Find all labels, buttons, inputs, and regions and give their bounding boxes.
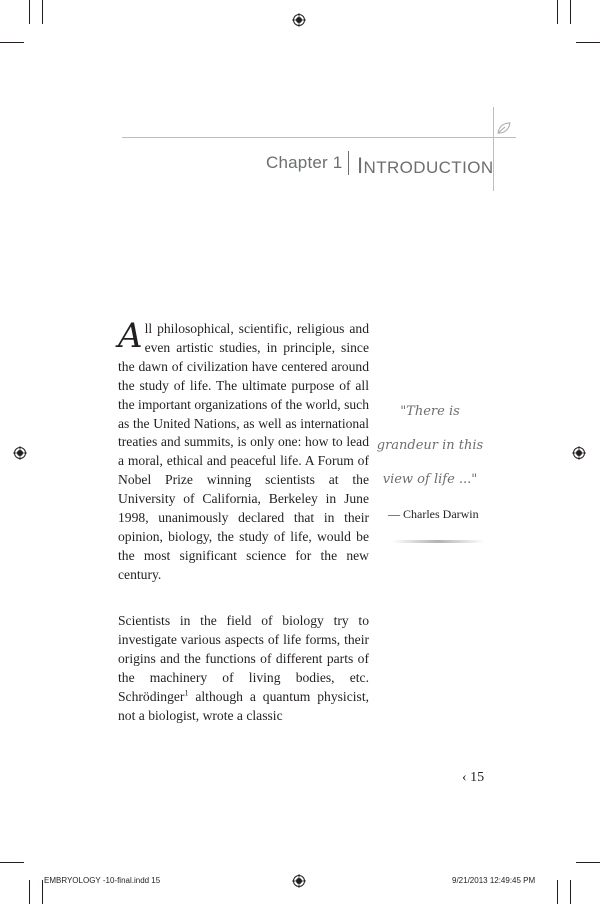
paragraph-2 — [118, 612, 369, 725]
page-number: ‹ 15 — [462, 770, 485, 785]
file-slug: EMBRYOLOGY -10-final.indd 15 — [44, 876, 161, 885]
paragraph-1-text: ll philosophical, scientific, religious and even artistic studies, in principle, since the dawn of civilization have centered around the study of life. The ultimate purpose of all the important organizations of the world, such as the United Nations, as well as international treaties and summits, is only one: how to lead a moral, ethical and peaceful life. A Forum of Nobel Prize winning scientists at the University of California, Berkeley in June 1998, unanimously declared that in their opinion, biology, the study of life, would be the most significant science for the new century. — [118, 321, 369, 582]
chapter-title-rest: NTRODUCTION — [363, 158, 494, 177]
chapter-separator — [348, 151, 349, 175]
chapter-title — [357, 153, 494, 179]
crop-mark — [42, 0, 43, 24]
registration-mark-icon — [292, 874, 306, 888]
timestamp-slug: 9/21/2013 12:49:45 PM — [452, 876, 536, 885]
quote-rule — [392, 540, 484, 543]
crop-mark — [570, 880, 571, 904]
leaf-icon — [496, 121, 512, 135]
crop-mark — [0, 42, 24, 43]
quote-line-3: view of life ..." — [382, 472, 478, 487]
crop-mark — [576, 862, 600, 863]
registration-mark-icon — [13, 446, 27, 460]
registration-mark-icon — [572, 446, 586, 460]
chapter-label: Chapter 1 — [266, 153, 343, 172]
crop-mark — [29, 880, 30, 904]
footnote-ref[interactable]: 1 — [184, 688, 189, 698]
crop-mark — [576, 42, 600, 43]
quote-author: — Charles Darwin — [388, 507, 479, 521]
drop-cap: A — [118, 316, 143, 356]
quote-line-1: "There is — [400, 404, 460, 419]
registration-mark-icon — [292, 13, 306, 27]
paragraph-1 — [118, 316, 369, 585]
crop-mark — [557, 880, 558, 904]
paragraph-2-text: Scientists in the field of biology try to investigate various aspects of life forms, their origins and the functions of different parts of the machinery of living bodies, etc. Schrödinger — [118, 613, 369, 704]
crop-mark — [557, 0, 558, 24]
chapter-title-initial: I — [357, 153, 364, 178]
crop-mark — [42, 880, 43, 904]
paragraph-2-text-cont: although a quantum physicist, not a biologist, wrote a classic — [118, 688, 369, 723]
header-rule — [122, 137, 516, 138]
crop-mark — [570, 0, 571, 24]
crop-mark — [29, 0, 30, 24]
quote-line-2: grandeur in this — [376, 438, 484, 453]
crop-mark — [0, 862, 24, 863]
